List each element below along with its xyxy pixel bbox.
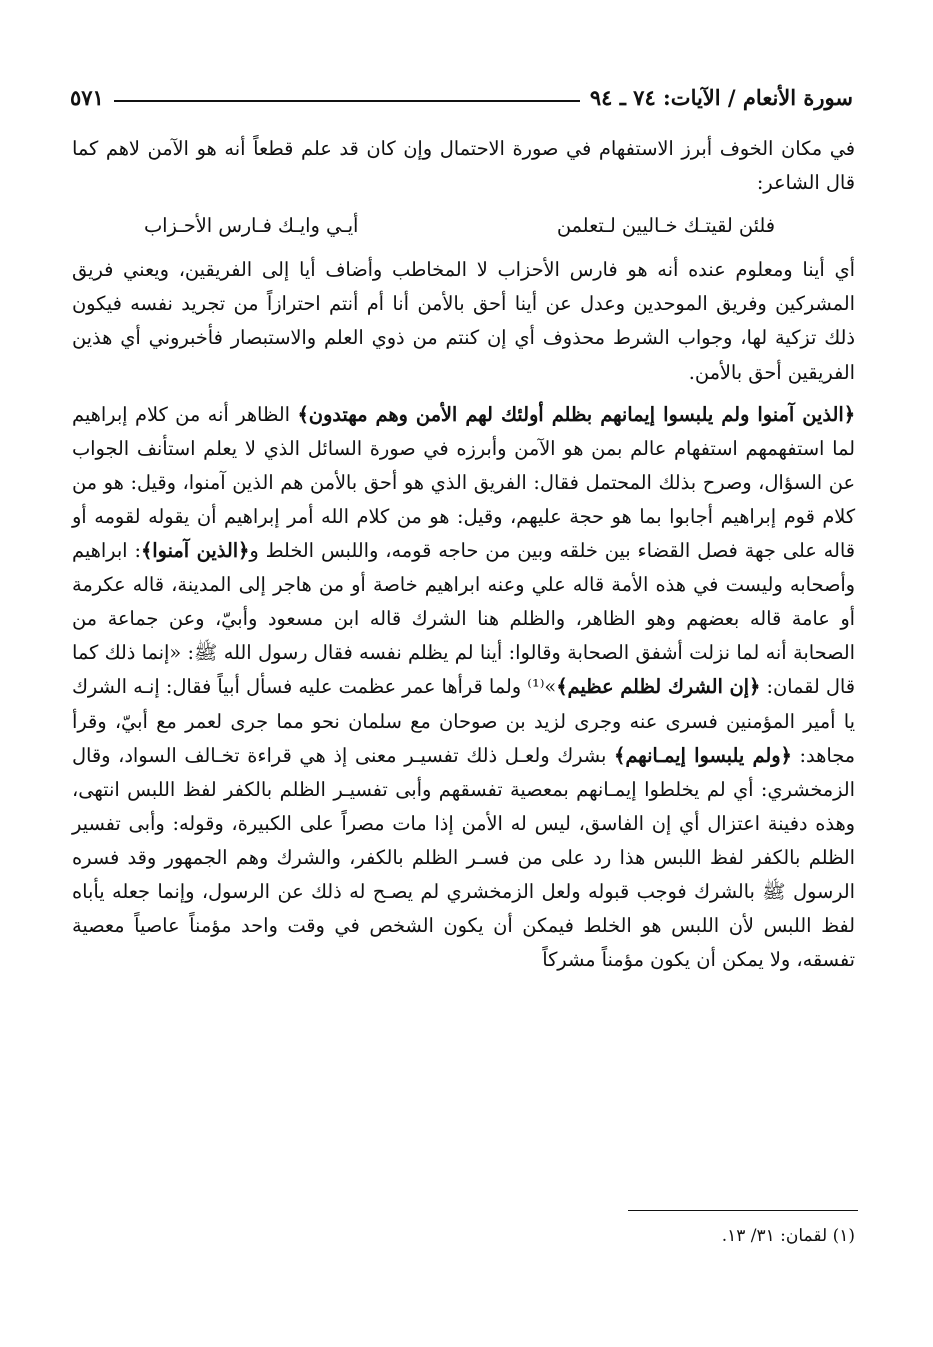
header-title: سورة الأنعام / الآيات: ٧٤ ـ ٩٤: [589, 85, 853, 110]
paragraph-3: [72, 398, 855, 978]
main-text: [72, 132, 855, 977]
page-number: ٥٧١: [70, 85, 104, 110]
quran-quote-3: ﴿إن الشرك لظلم عظيم﴾: [556, 675, 761, 699]
paragraph-3-text-b: : ابراهيم وأصحابه وليست في هذه الأمة قاله علي وعنه ابراهيم خاصة أو من هاجر إلى المدينة، قاله عكرمة أو عامة قاله بعضهم وهو الظاهر، والظلم هنا الشرك قاله ابن مسعود وأبيّ، وعن جماعة من الصحابة أنه لما نزلت أشفق الصحابة وقالوا: أينا لم يظلم نفسه فقال رسول الله ﷺ: «إنما ذلك كما قال لقمان:: [72, 539, 855, 699]
poetry-verse: [72, 200, 855, 253]
paragraph-gap: [72, 390, 855, 398]
paragraph-3-text-a: الظاهر أنه من كلام إبراهيم لما استفهمهم استفهام عالم بمن هو الآمن وأبرزه في صورة السائل الذي لا يعلم استأنف الجواب عن السؤال، وصرح بذلك المحتمل فقال: الفريق الذي هو أحق بالأمن هم الذين آمنوا، وقيل: هو من كلام قوم إبراهيم أجابوا بما هو حجة عليهم، وقيل: هو من كلام الله أمر إبراهيم أن يقوله لقومه أو قاله على جهة فصل القضاء بين خلقه وبين من حاجه قومه، واللبس الخلط و: [72, 402, 855, 563]
verse-hemistich-left: أيـي وايـك فـارس الأحـزاب: [144, 214, 359, 238]
header-rule: [114, 100, 580, 102]
quran-quote-4: ﴿ولم يلبسوا إيمـانهم﴾: [614, 743, 792, 767]
paragraph-3-text-d: بشرك ولعـل ذلك تفسيـر معنى إذ هي قراءة تخـالف السواد، وقال الزمخشري: أي لم يخلطوا إيمـانهم بمعصية تفسقهم وأبى تفسيـر الظلم بالكفر لفظ اللبس انتهى، وهذه دفينة اعتزال أي إن الفاسق، ليس له الأمن إذا مات مصراً على الكبيرة، وقوله: وأبى تفسير الظلم بالكفر لفظ اللبس هذا رد على من فسـر الظلم بالكفر، والشرك وهم الجمهور وقد فسره الرسول ﷺ بالشرك فوجب قبوله ولعل الزمخشري لم يصـح له ذلك عن الرسول، وإنما جعله يأباه لفظ اللبس لأن اللبس هو الخلط فيمكن أن يكون الشخص في وقت واحد مؤمناً عاصياً معصية تفسقه، ولا يمكن أن يكون مؤمناً مشركاً: [72, 743, 855, 972]
paragraph-1: في مكان الخوف أبرز الاستفهام في صورة الاحتمال وإن كان قد علم قطعاً أنه هو الآمن لاهم كما قال الشاعر:: [72, 137, 855, 195]
quran-verse-quote: ﴿الذين آمنوا ولم يلبسوا إيمانهم بظلم أولئك لهم الأمن وهم مهتدون﴾: [297, 402, 855, 426]
footnote-rule: [628, 1210, 858, 1211]
running-header: [70, 70, 853, 110]
footnote: (١) لقمان: ٣١/ ١٣.: [721, 1226, 855, 1246]
paragraph-2: أي أينا ومعلوم عنده أنه هو فارس الأحزاب لا المخاطب وأضاف أيا إلى الفريقين، ويعني فريق المشركين وفريق الموحدين وعدل عن أينا أحق بالأمن أنا أم أنتم احترازاً من تجريد نفسه فيكون ذلك تزكية لها، وجواب الشرط محذوف أي إن كنتم من ذوي العلم والاستبصار فأخبروني أي هذين الفريقين أحق بالأمن.: [72, 258, 855, 384]
quran-quote-2: ﴿الذين آمنوا﴾: [141, 539, 250, 563]
verse-hemistich-right: فلئن لقيتـك خـاليين لـتعلمن: [556, 214, 775, 238]
paragraph-3-text-c: »⁽¹⁾ ولما قرأها عمر عظمت عليه فسأل أبياً فقال: إنـه الشرك يا أمير المؤمنين فسرى عنه وجرى لزيد بن صوحان مع سلمان نحو مما جرى لعمر مع أبيّ، وقرأ مجاهد:: [71, 675, 855, 767]
